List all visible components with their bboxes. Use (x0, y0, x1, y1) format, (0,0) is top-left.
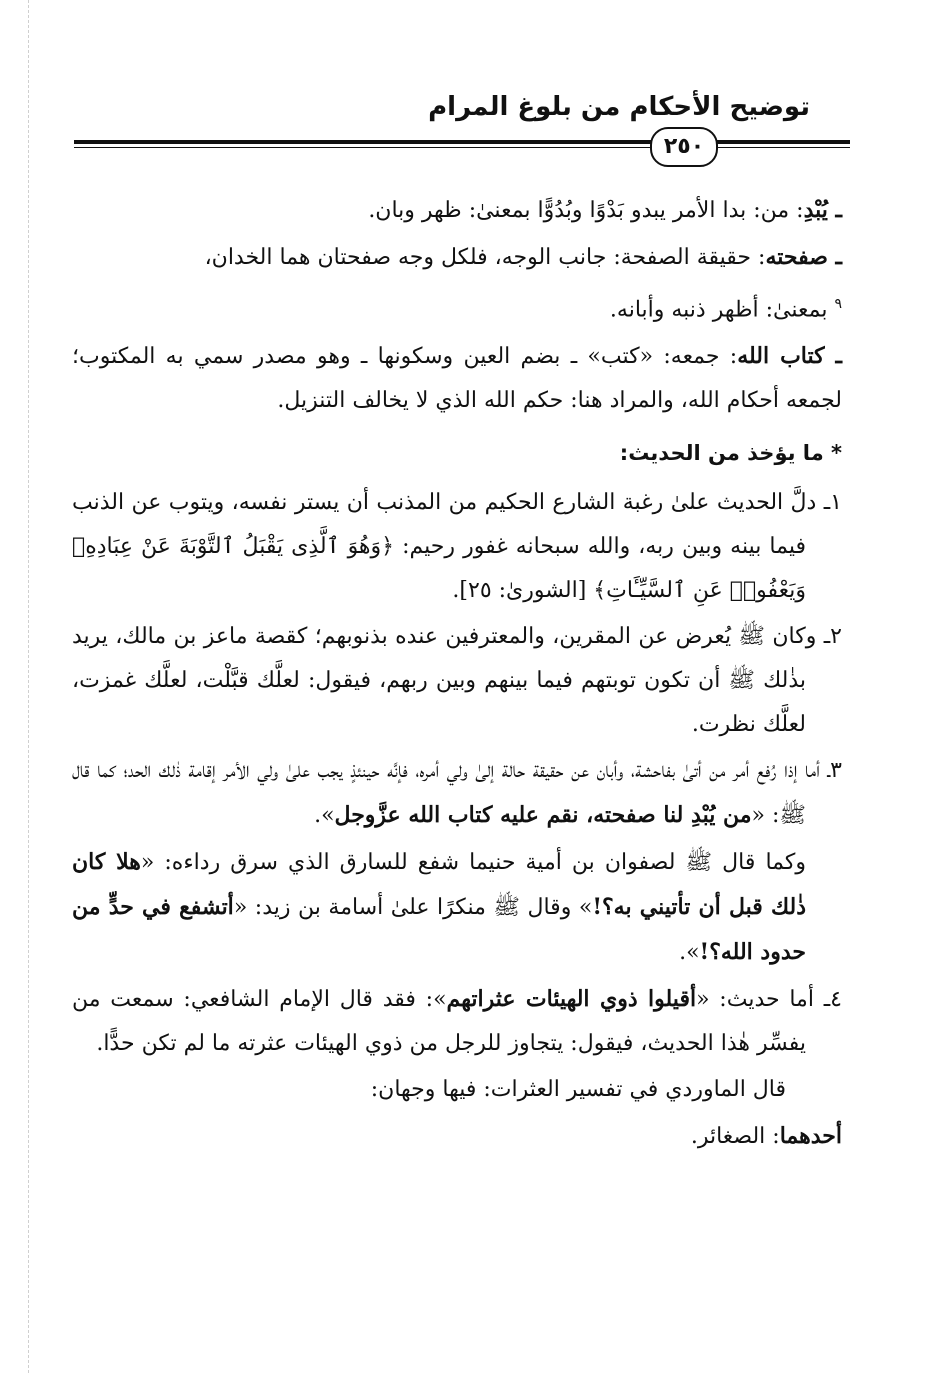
vocab-entry-kitab-allah (72, 334, 842, 423)
vocab-entry-safhatahu (72, 235, 842, 280)
page-number: ٢٥٠ (650, 127, 718, 167)
scan-edge-line (28, 0, 30, 1373)
vocab-continuation-text: بمعنىٰ: أظهر ذنبه وأبانه. (609, 297, 828, 323)
point-3-text: ٣ـ أما إذا رُفع أمر من أتىٰ بفاحشة، وأبان عن حقيقة حالة إلىٰ ولي أمره، فإنَّه حينئذٍ يجب علىٰ ولي الأمر إقامة ذٰلك الحد؛ كما قال ﷺ: « (72, 758, 842, 829)
page-body (72, 188, 842, 1161)
hadith-quote-bold: أقيلوا ذوي الهيئات عثراتهم (446, 986, 697, 1013)
point-3b-end: ». (679, 940, 700, 966)
point-4-rest: »: فقد قال الإمام الشافعي: سمعت من يفسِّر هٰذا الحديث، فيقول: يتجاوز للرجل من ذوي الهيئات عثرته ما لم تكن حدًّا. (72, 987, 806, 1057)
point-1-text: ١ـ دلَّ الحديث علىٰ رغبة الشارع الحكيم من المذنب أن يستر نفسه، ويتوب عن الذنب فيما بينه وبين ربه، والله سبحانه غفور رحيم: ﴿وَهُوَ ٱلَّذِى يَقْبَلُ ٱلتَّوْبَةَ عَنْ عِبَادِهِۦ وَيَعْفُوا۟ عَنِ ٱلسَّيِّـَٔاتِ﴾ [الشورىٰ: ٢٥]. (72, 490, 842, 604)
hadith-quote-bold: أتشفع في حدٍّ من حدود الله؟! (72, 894, 806, 966)
vocab-definition: : من: بدا الأمر يبدو بَدْوًا وبُدُوًّا بمعنىٰ: ظهر وبان. (368, 198, 804, 223)
point-3 (72, 749, 842, 838)
section-heading: * ما يؤخذ من الحديث: (619, 441, 842, 466)
first-aspect-text: : الصغائر. (690, 1124, 780, 1150)
hadith-quote-bold: هلا كان ذٰلك قبل أن تأتيني به؟! (72, 849, 807, 921)
vocab-continuation (72, 282, 842, 332)
mawardi-text: قال الماوردي في تفسير العثرات: فيها وجهان: (370, 1077, 786, 1103)
point-4 (72, 977, 842, 1066)
point-2 (72, 615, 842, 747)
point-3-continued (72, 840, 842, 975)
running-header-title: توضيح الأحكام من بلوغ المرام (428, 92, 810, 122)
mawardi-paragraph (72, 1068, 842, 1112)
first-aspect-label: أحدهما (779, 1123, 842, 1150)
point-2-text: ٢ـ وكان ﷺ يُعرض عن المقرين، والمعترفين عنده بذنوبهم؛ كقصة ماعز بن مالك، يريد بذٰلك ﷺ أن تكون توبتهم فيما بينهم وبين ربهم، فيقول: لعلَّك قبَّلْت، لعلَّك غمزت، لعلَّك نظرت. (72, 624, 842, 738)
point-4-text: ٤ـ أما حديث: « (696, 987, 842, 1013)
footnote-marker: ٩ (834, 296, 842, 312)
vocab-term: ـ كتاب الله (737, 343, 843, 370)
vocab-term: ـ صفحته (765, 244, 842, 270)
vocab-entry-yubdi (72, 188, 842, 233)
point-3-end: ». (314, 803, 335, 829)
vocab-term: ـ يُبْدِ (803, 197, 842, 223)
first-aspect (72, 1114, 842, 1159)
hadith-quote-bold: من يُبْدِ لنا صفحته، نقم عليه كتاب الله عزَّوجل (334, 802, 752, 829)
header-rule-thick (74, 140, 850, 144)
header-rule-thin (74, 147, 850, 148)
vocab-definition: : حقيقة الصفحة: جانب الوجه، فلكل وجه صفحتان هما الخدان، (204, 245, 766, 270)
point-3b-text: وكما قال ﷺ لصفوان بن أمية حنيما شفع للسارق الذي سرق رداءه: « (140, 850, 806, 876)
point-3b-mid: » وقال ﷺ منكرًا علىٰ أسامة بن زيد: « (233, 895, 593, 921)
vocab-definition: : جمعه: «كتب» ـ بضم العين وسكونها ـ وهو مصدر سمي به المكتوب؛ لجمعه أحكام الله، والمراد هنا: حكم الله الذي لا يخالف التنزيل. (72, 344, 842, 414)
point-1 (72, 481, 842, 613)
